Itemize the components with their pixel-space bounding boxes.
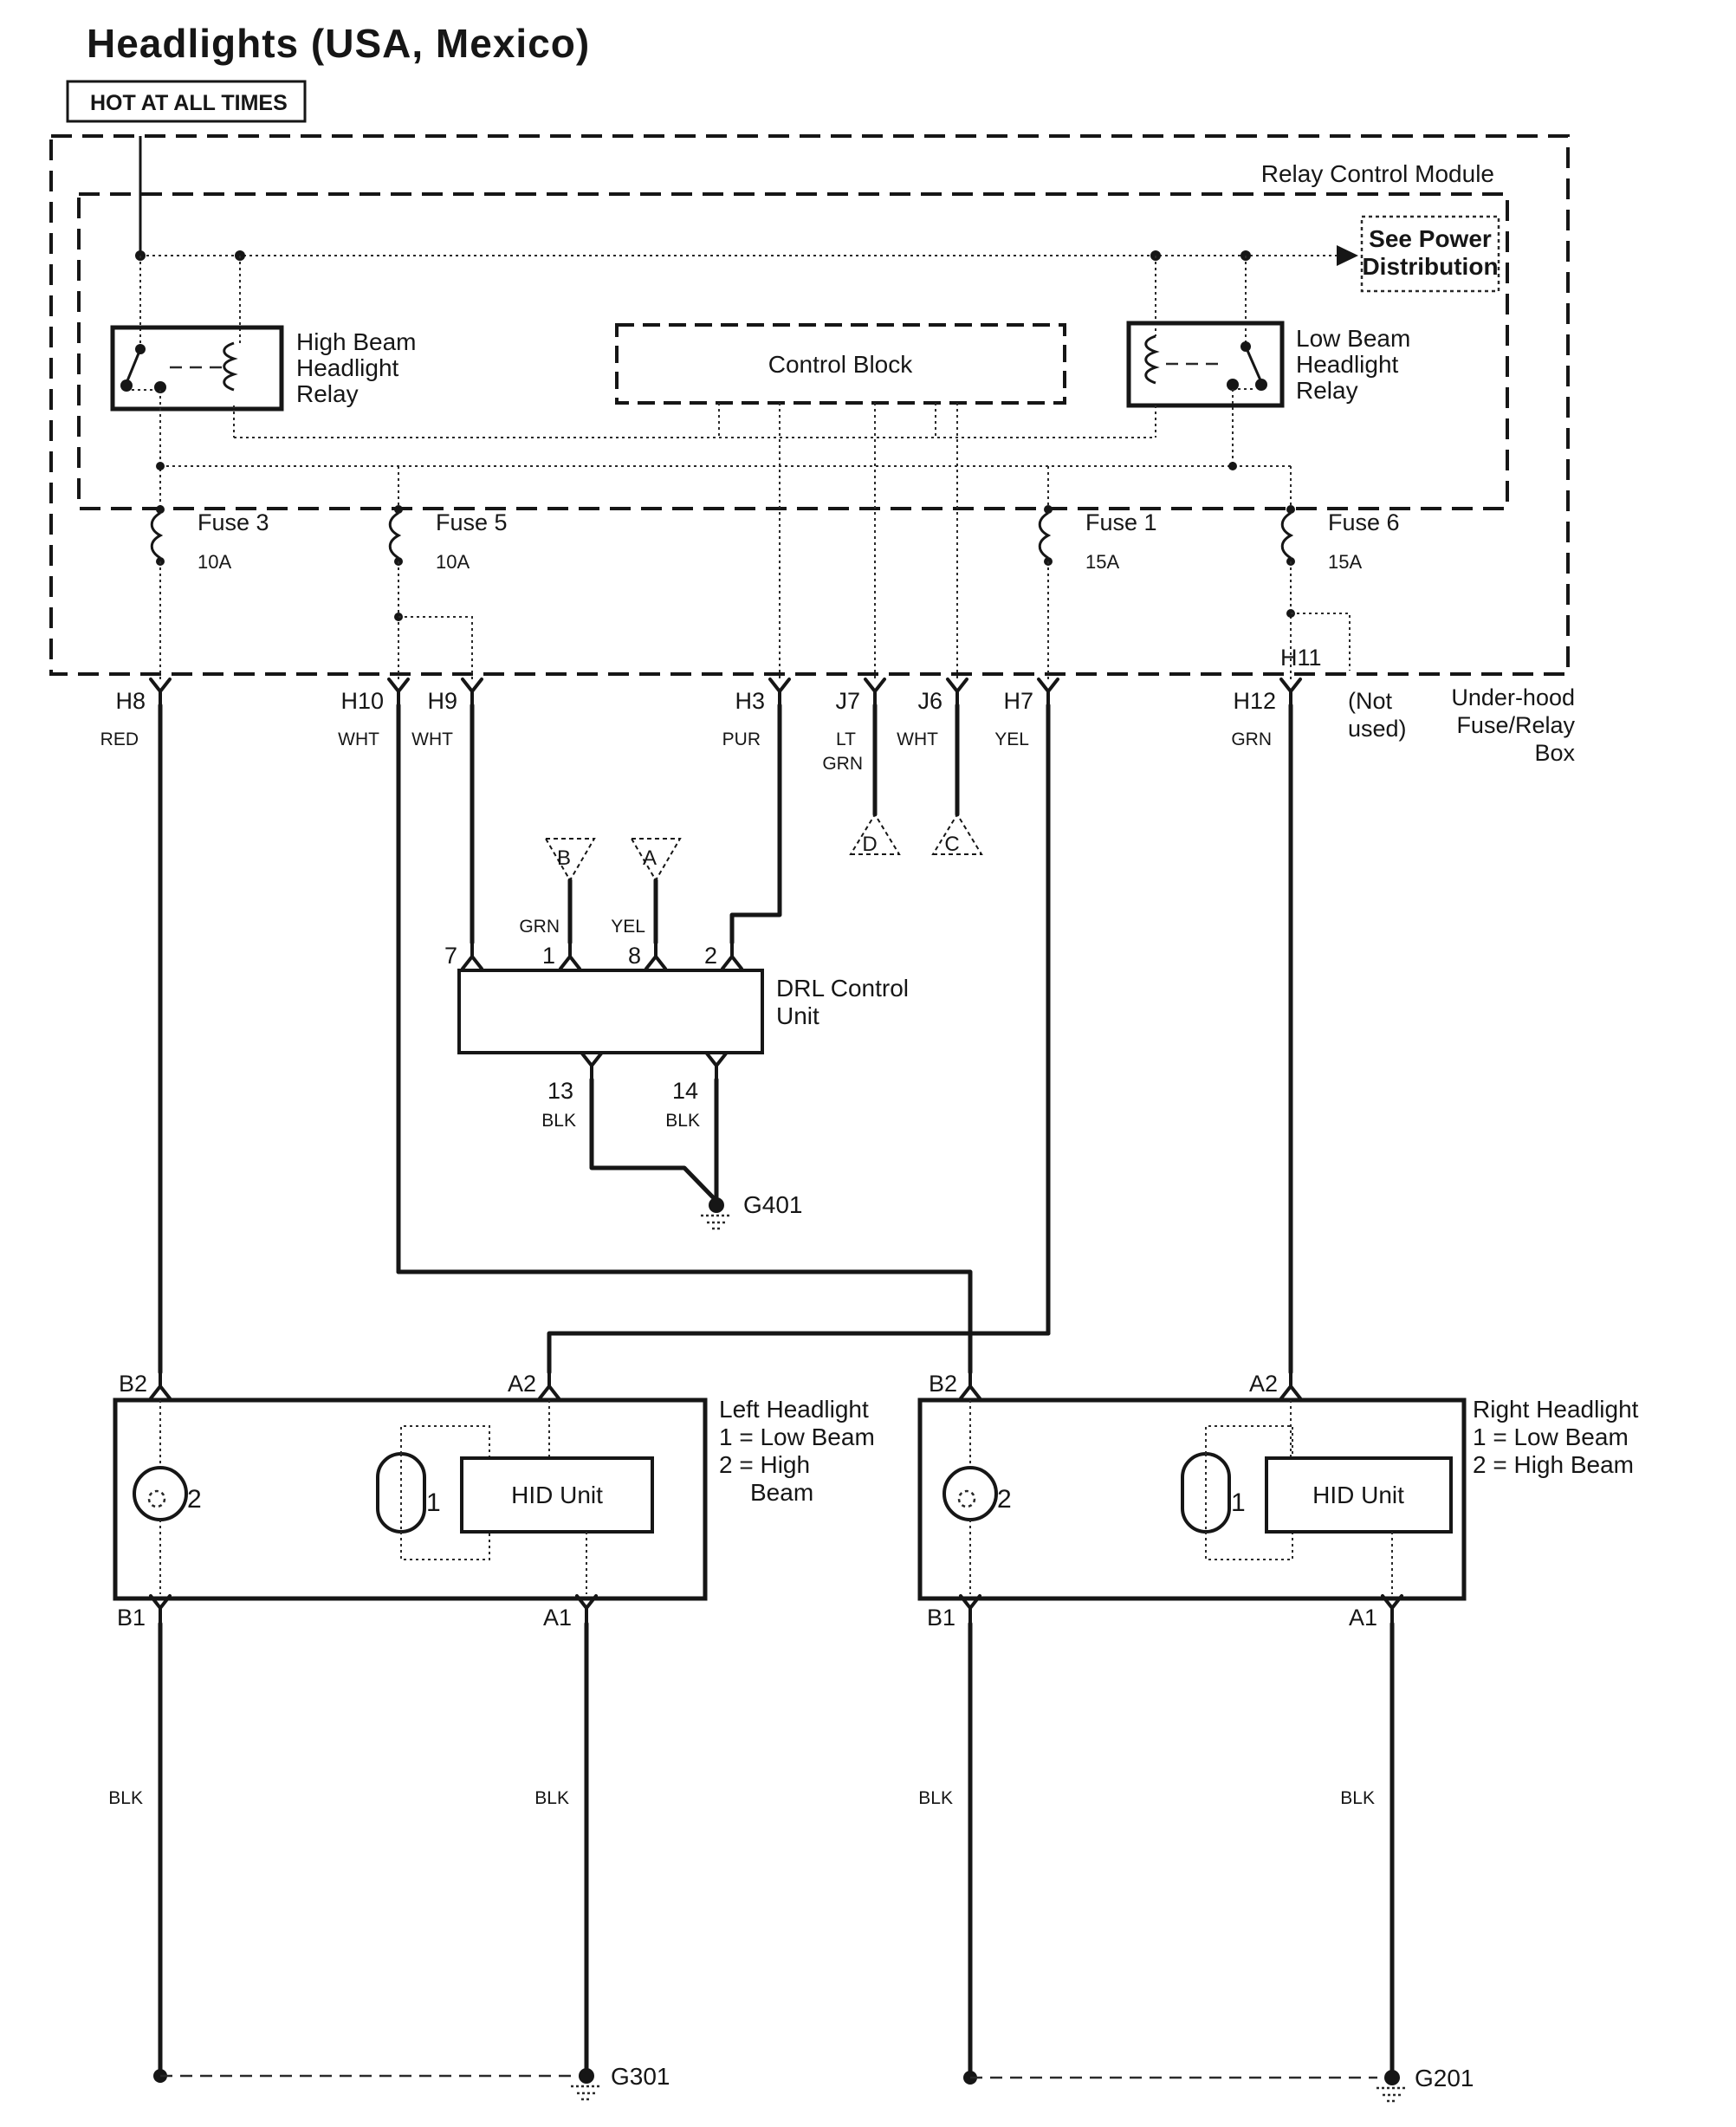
- drl-pin-7: 7: [444, 943, 457, 969]
- fuse-6: [1280, 505, 1400, 681]
- left-bulb-low-label: 1: [426, 1488, 441, 1517]
- high-relay-label-3: Relay: [296, 380, 359, 407]
- connector-h12: H12: [1233, 688, 1276, 714]
- page-title: Headlights (USA, Mexico): [87, 21, 591, 66]
- left-headlight-label-4: Beam: [750, 1479, 814, 1506]
- connector-h7: H7: [1003, 688, 1033, 714]
- drl-title-line1: DRL Control: [776, 975, 910, 1002]
- hot-label: HOT AT ALL TIMES: [90, 91, 288, 115]
- fuse-icon: [1282, 513, 1291, 558]
- connector-icon: [463, 679, 482, 705]
- drl-pin-2: 2: [703, 943, 717, 969]
- connector-icon: [1281, 1372, 1300, 1398]
- drl-control-unit: [444, 917, 909, 1229]
- connector-icon: [540, 1372, 559, 1398]
- right-pin-a1: A1: [1348, 1605, 1377, 1631]
- connector-icon: [865, 679, 884, 705]
- box-label-line2: Fuse/Relay: [1456, 712, 1575, 738]
- connector-h9: H9: [427, 688, 457, 714]
- wire-color-blk-3: BLK: [918, 1788, 953, 1808]
- wire-color-blk-4: BLK: [1340, 1788, 1375, 1808]
- high-beam-relay: [113, 327, 417, 409]
- see-power-distribution-box: [1362, 217, 1499, 291]
- pin-icon: [722, 943, 742, 969]
- left-pin-b1: B1: [116, 1605, 146, 1631]
- high-relay-label-2: Headlight: [296, 354, 399, 381]
- wire-color-h8: RED: [100, 730, 139, 749]
- fuse-1-name: Fuse 1: [1085, 509, 1157, 535]
- fuse-3-name: Fuse 3: [198, 509, 269, 535]
- left-pin-a1: A1: [542, 1605, 572, 1631]
- fuse-icon: [152, 513, 160, 558]
- left-headlight-label-3: 2 = High: [719, 1451, 811, 1478]
- connector-icon: [948, 679, 967, 705]
- left-pin-b2: B2: [118, 1371, 147, 1397]
- connector-j7: J7: [835, 688, 860, 714]
- pin-icon: [707, 1054, 726, 1080]
- drl-pin-8: 8: [627, 943, 641, 969]
- control-block-label: Control Block: [768, 351, 913, 378]
- underhood-fuse-relay-box: [51, 136, 1568, 674]
- ground-g301-label: G301: [611, 2063, 670, 2090]
- fuse-5: [390, 505, 507, 681]
- wire-color-blk-2: BLK: [534, 1788, 569, 1808]
- wire-color-h10: WHT: [338, 730, 379, 749]
- right-pin-b2: B2: [928, 1371, 957, 1397]
- drl-pin-14: 14: [671, 1078, 698, 1104]
- drl-title-line2: Unit: [776, 1002, 819, 1029]
- drl-wire-blk-13: BLK: [541, 1111, 576, 1131]
- connector-icon: [1281, 679, 1300, 705]
- wire-color-j6: WHT: [897, 730, 938, 749]
- ground-wires: [108, 1624, 1474, 2101]
- high-beam-bulb-icon: [134, 1468, 186, 1520]
- drl-pin-13: 13: [547, 1078, 573, 1104]
- high-relay-label-1: High Beam: [296, 328, 417, 355]
- bus-arrowhead-icon: [1337, 245, 1358, 266]
- triangle-b-label: B: [556, 846, 572, 870]
- triangle-a-label: A: [642, 846, 657, 870]
- right-headlight-label-2: 1 = Low Beam: [1473, 1423, 1629, 1450]
- triangle-connector-d: [851, 814, 899, 856]
- fuse-3-amps: 10A: [198, 551, 232, 573]
- relay-coil-icon: [224, 343, 234, 390]
- wire-color-j7-line2: GRN: [822, 754, 863, 774]
- relay-control-module-label: Relay Control Module: [1260, 160, 1494, 187]
- left-headlight-label-1: Left Headlight: [719, 1396, 869, 1423]
- triangle-c-label: C: [944, 833, 960, 856]
- wire-color-h3: PUR: [722, 730, 761, 749]
- not-used-line2: used): [1348, 716, 1407, 742]
- connector-row: [100, 679, 1576, 774]
- drl-wire-blk-14: BLK: [665, 1111, 700, 1131]
- hot-at-all-times-box: [68, 81, 305, 121]
- power-bus: [135, 136, 1358, 347]
- drl-pin-1: 1: [541, 943, 555, 969]
- ground-g401-label: G401: [743, 1191, 803, 1218]
- box-label-line1: Under-hood: [1451, 684, 1575, 710]
- left-bulb-high-label: 2: [187, 1485, 202, 1514]
- right-bulb-high-label: 2: [997, 1485, 1012, 1514]
- wire-color-j7-line1: LT: [836, 730, 856, 749]
- ground-g201-label: G201: [1415, 2065, 1474, 2091]
- right-headlight-label-1: Right Headlight: [1473, 1396, 1639, 1423]
- ground-dot: [709, 1197, 724, 1213]
- see-power-line1: See Power: [1369, 225, 1492, 252]
- connector-icon: [151, 1372, 170, 1398]
- connector-icon: [1039, 679, 1058, 705]
- relay-coil-icon: [1146, 336, 1156, 383]
- fuse-6-amps: 15A: [1328, 551, 1363, 573]
- fuse-5-name: Fuse 5: [436, 509, 508, 535]
- connector-h3: H3: [735, 688, 765, 714]
- connector-h10: H10: [340, 688, 384, 714]
- not-used-line1: (Not: [1348, 688, 1393, 714]
- right-bulb-low-label: 1: [1231, 1488, 1246, 1517]
- control-block: [617, 325, 1065, 403]
- fuse-5-amps: 10A: [436, 551, 470, 573]
- left-hid-unit-label: HID Unit: [511, 1482, 603, 1508]
- connector-j6: J6: [917, 688, 942, 714]
- connector-icon: [389, 679, 408, 705]
- low-relay-label-1: Low Beam: [1296, 325, 1411, 352]
- fuse-6-name: Fuse 6: [1328, 509, 1400, 535]
- fuse-3: [152, 505, 269, 681]
- box-label-line3: Box: [1534, 740, 1575, 766]
- h11-label: H11: [1280, 645, 1322, 671]
- fuse-1: [1040, 505, 1156, 681]
- connector-h8: H8: [115, 688, 146, 714]
- right-headlight: [920, 1371, 1639, 1631]
- connector-icon: [961, 1372, 980, 1398]
- wire-color-h9: WHT: [411, 730, 453, 749]
- drl-wire-yel: YEL: [611, 917, 645, 937]
- triangle-connector-c: [933, 814, 981, 856]
- left-headlight-label-2: 1 = Low Beam: [719, 1423, 875, 1450]
- wire-color-blk-1: BLK: [108, 1788, 143, 1808]
- fuse-icon: [390, 513, 398, 558]
- fuse-1-amps: 15A: [1085, 551, 1120, 573]
- drl-wire-grn: GRN: [519, 917, 560, 937]
- left-headlight: [115, 1371, 875, 1631]
- ground-g201: [963, 2065, 1474, 2101]
- low-relay-label-3: Relay: [1296, 377, 1358, 404]
- pin-icon: [646, 943, 665, 969]
- high-beam-bulb-icon: [944, 1468, 996, 1520]
- fuse-icon: [1040, 513, 1048, 558]
- wire-color-h7: YEL: [994, 730, 1029, 749]
- left-pin-a2: A2: [507, 1371, 536, 1397]
- pin-icon: [463, 943, 482, 969]
- low-relay-label-2: Headlight: [1296, 351, 1399, 378]
- low-beam-relay: [1129, 323, 1410, 405]
- pin-icon: [582, 1054, 601, 1080]
- triangle-d-label: D: [862, 833, 878, 856]
- main-wires: [160, 705, 1291, 1372]
- see-power-line2: Distribution: [1362, 253, 1499, 280]
- ground-icon: [701, 1216, 732, 1229]
- pin-icon: [560, 943, 580, 969]
- connector-icon: [770, 679, 789, 705]
- right-headlight-label-3: 2 = High Beam: [1473, 1451, 1634, 1478]
- wire-color-h12: GRN: [1231, 730, 1272, 749]
- ground-g301: [153, 2063, 670, 2099]
- right-pin-a2: A2: [1248, 1371, 1278, 1397]
- connector-icon: [151, 679, 170, 705]
- right-pin-b1: B1: [926, 1605, 955, 1631]
- right-hid-unit-label: HID Unit: [1312, 1482, 1404, 1508]
